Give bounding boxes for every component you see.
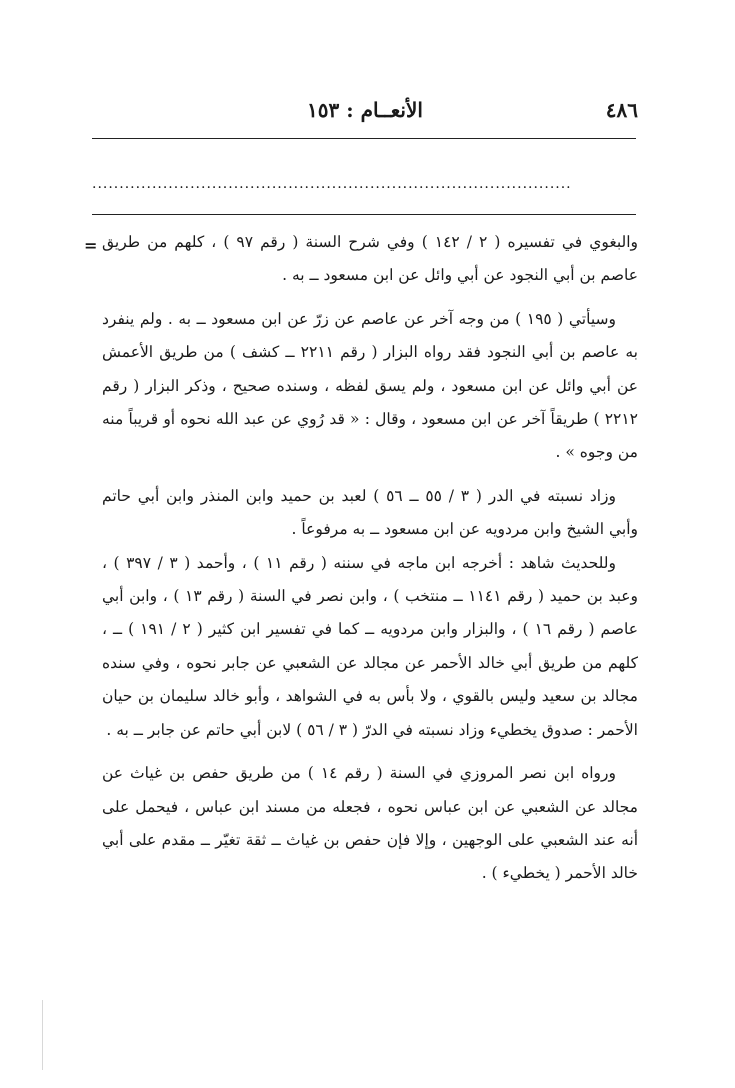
scan-margin-line — [42, 1000, 43, 1070]
paragraph-1: والبغوي في تفسيره ( ٢ / ١٤٢ ) وفي شرح السنة ( رقم ٩٧ ) ، كلهم من طريق عاصم بن أبي النجود عن أبي وائل عن ابن مسعود ــ به . — [102, 233, 639, 285]
paragraph-2: وسيأتي ( ١٩٥ ) من وجه آخر عن عاصم عن زرّ عن ابن مسعود ــ به . ولم ينفرد به عاصم بن أبي النجود فقد رواه البزار ( رقم ٢٢١١ ــ كشف ) من طريق الأعمش عن أبي وائل عن ابن مسعود ، ولم يسق لفظه ، وسنده صحيح ، وذكر البزار ( رقم ٢٢١٢ ) طريقاً آخر عن ابن مسعود ، وقال : « قد رُوي عن عبد الله نحوه أو قريباً منه من وجوه » . — [102, 309, 638, 462]
paragraph-5: ورواه ابن نصر المروزي في السنة ( رقم ١٤ ) من طريق حفص بن غياث عن مجالد عن الشعبي عن ابن عباس نحوه ، فجعله من مسند ابن عباس ، فيحمل على أنه عند الشعبي على الوجهين ، وإلا فإن حفص بن غياث ــ ثقة تغيّر ــ مقدم على أبي خالد الأحمر ( يخطيء ) . — [102, 764, 638, 883]
paragraph-3: وزاد نسبته في الدر ( ٣ / ٥٥ ــ ٥٦ ) لعبد بن حميد وابن المنذر وابن أبي حاتم وأبي الشيخ وابن مردويه عن ابن مسعود ــ به مرفوعاً . — [102, 486, 638, 539]
footnote-rule — [92, 214, 636, 215]
paragraph-4: وللحديث شاهد : أخرجه ابن ماجه في سننه ( رقم ١١ ) ، وأحمد ( ٣ / ٣٩٧ ) ، وعبد بن حميد ( رقم ١١٤١ ــ منتخب ) ، وابن نصر في السنة ( رقم ١٣ ) ، وابن أبي عاصم ( رقم ١٦ ) ، والبزار وابن مردويه ــ كما في تفسير ابن كثير ( ٢ / ١٩١ ) ــ ، كلهم من طريق أبي خالد الأحمر عن مجالد عن الشعبي عن جابر نحوه ، وفي سنده مجالد بن سعيد وليس بالقوي ، ولا بأس به في الشواهد ، وأبو خالد سليمان بن حيان الأحمر : صدوق يخطيء وزاد نسبته في الدرّ ( ٣ / ٥٦ ) لابن أبي حاتم عن جابر ــ به . — [102, 553, 638, 739]
page-number: ٤٨٦ — [605, 98, 638, 122]
page-header — [92, 94, 638, 134]
header-rule — [92, 138, 636, 139]
dotted-separator: ........................................................................................ — [92, 176, 572, 192]
running-title: الأنعــام : ١٥٣ — [307, 98, 423, 122]
continuation-mark: = — [84, 236, 98, 255]
footnote-body — [102, 226, 638, 891]
